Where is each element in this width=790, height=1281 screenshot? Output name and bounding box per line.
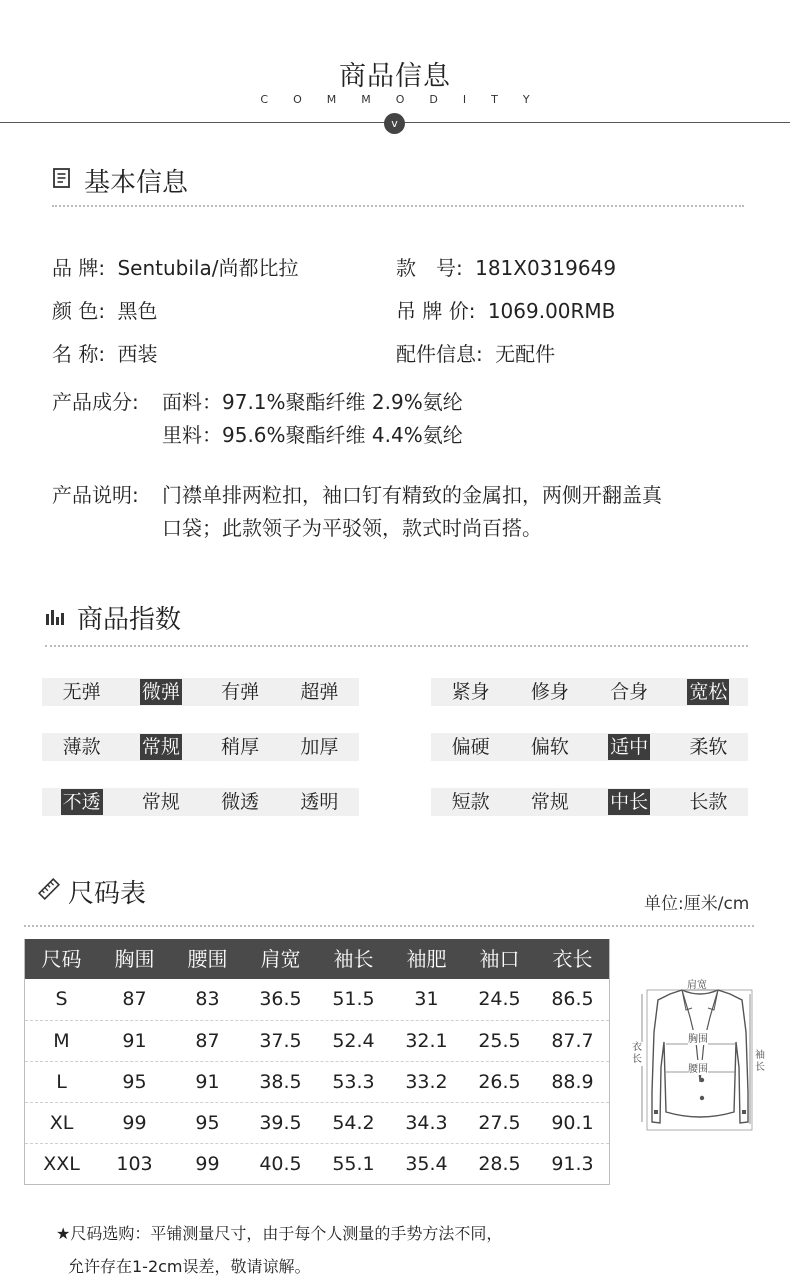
table-header-cell: 袖口 (479, 947, 520, 971)
color-label: 颜 色: (52, 299, 106, 323)
index-option-label: 紧身 (451, 681, 490, 703)
size-table (24, 939, 610, 1185)
index-option (280, 733, 359, 761)
table-cell: 40.5 (259, 1153, 302, 1175)
brand-row (52, 252, 298, 281)
style-row (396, 252, 616, 281)
table-row (25, 1061, 609, 1102)
description-label: 产品说明: (52, 483, 139, 507)
index-option-label: 透明 (300, 791, 339, 813)
style-value: 181X0319649 (475, 256, 617, 280)
section-divider (52, 205, 744, 207)
index-option-selected (590, 733, 669, 761)
table-cell: 25.5 (478, 1030, 521, 1052)
name-value: 西装 (117, 342, 158, 366)
index-option (280, 678, 359, 706)
waist-label: 腰围 (688, 1060, 708, 1075)
table-cell: 32.1 (405, 1030, 448, 1052)
chevron-down-icon: v (384, 113, 405, 134)
index-row (431, 678, 748, 706)
table-cell: 52.4 (332, 1030, 375, 1052)
index-option (669, 733, 748, 761)
index-option-selected (121, 678, 200, 706)
brand-value: Sentubila/尚都比拉 (117, 256, 299, 280)
table-cell: 91 (195, 1071, 220, 1093)
table-cell: 28.5 (478, 1153, 521, 1175)
index-option-label: 加厚 (300, 736, 339, 758)
table-cell: 38.5 (259, 1071, 302, 1093)
index-option-selected (669, 678, 748, 706)
index-option (510, 788, 589, 816)
price-label: 吊 牌 价: (396, 299, 476, 323)
table-cell: L (56, 1071, 67, 1093)
table-cell: 26.5 (478, 1071, 521, 1093)
table-cell: 33.2 (405, 1071, 448, 1093)
table-row (25, 1020, 609, 1061)
table-cell: 91 (122, 1030, 147, 1052)
index-row (42, 788, 359, 816)
table-cell: 90.1 (551, 1112, 594, 1134)
index-option (201, 678, 280, 706)
table-cell: 95 (122, 1071, 147, 1093)
size-heading (38, 873, 146, 910)
table-cell: S (55, 988, 68, 1010)
table-cell: 103 (116, 1153, 153, 1175)
table-header-cell: 尺码 (41, 947, 82, 971)
size-note-line-2: 允许存在1-2cm误差，敬请谅解。 (68, 1257, 311, 1276)
price-value: 1069.00RMB (487, 299, 616, 323)
page-subtitle: COMMODITY (260, 93, 555, 106)
index-option-label: 薄款 (62, 736, 101, 758)
brand-label: 品 牌: (52, 256, 106, 280)
table-cell: 34.3 (405, 1112, 448, 1134)
table-cell: 91.3 (551, 1153, 594, 1175)
table-header-cell: 胸围 (114, 947, 155, 971)
index-option (42, 678, 121, 706)
table-cell: 99 (195, 1153, 220, 1175)
index-option-label: 常规 (141, 791, 180, 813)
table-header-cell: 腰围 (187, 947, 228, 971)
table-row (25, 1143, 609, 1184)
index-option-label: 偏软 (530, 736, 569, 758)
style-label: 款 号: (396, 256, 463, 280)
table-cell: 55.1 (332, 1153, 375, 1175)
index-row (431, 788, 748, 816)
index-option-label: 稍厚 (221, 736, 260, 758)
index-option (590, 678, 669, 706)
sleeve-label: 袖长 (755, 1050, 765, 1073)
chest-label: 胸围 (688, 1030, 708, 1045)
accessory-value: 无配件 (495, 342, 556, 366)
index-option (431, 678, 510, 706)
table-header-cell: 袖长 (333, 947, 374, 971)
index-row (431, 733, 748, 761)
size-title: 尺码表 (68, 879, 147, 909)
table-cell: 53.3 (332, 1071, 375, 1093)
index-option-label: 适中 (610, 736, 649, 758)
table-header-cell: 袖肥 (406, 947, 447, 971)
name-label: 名 称: (52, 342, 106, 366)
table-cell: 54.2 (332, 1112, 375, 1134)
index-heading (45, 599, 181, 636)
index-option (280, 788, 359, 816)
index-option (510, 733, 589, 761)
index-option-label: 中长 (610, 791, 649, 813)
section-divider (45, 645, 748, 647)
index-title: 商品指数 (77, 605, 182, 635)
table-header-row (25, 939, 609, 979)
accessory-row (396, 338, 555, 367)
ruler-icon (38, 877, 60, 907)
table-cell: 87.7 (551, 1030, 594, 1052)
color-row (52, 295, 157, 324)
document-icon (52, 166, 72, 196)
composition-label: 产品成分: (52, 390, 139, 414)
index-right-group (431, 678, 748, 843)
table-cell: 86.5 (551, 988, 594, 1010)
description-line-1: 门襟单排两粒扣，袖口钉有精致的金属扣，两侧开翻盖真 (162, 483, 662, 507)
table-cell: 27.5 (478, 1112, 521, 1134)
table-cell: 99 (122, 1112, 147, 1134)
index-option-label: 短款 (451, 791, 490, 813)
table-row (25, 979, 609, 1020)
table-cell: 95 (195, 1112, 220, 1134)
index-option-label: 长款 (689, 791, 728, 813)
table-cell: XXL (43, 1153, 80, 1175)
index-option (201, 788, 280, 816)
unit-label: 单位:厘米/cm (644, 894, 750, 914)
index-option (431, 733, 510, 761)
index-option-label: 宽松 (689, 681, 728, 703)
name-row (52, 338, 157, 367)
table-cell: 37.5 (259, 1030, 302, 1052)
index-option-label: 常规 (530, 791, 569, 813)
color-value: 黑色 (117, 299, 158, 323)
table-cell: 87 (122, 988, 147, 1010)
index-row (42, 678, 359, 706)
index-option-label: 修身 (530, 681, 569, 703)
index-option-label: 有弹 (221, 681, 260, 703)
table-cell: 87 (195, 1030, 220, 1052)
composition-line-2: 里料：95.6%聚酯纤维 4.4%氨纶 (162, 423, 463, 447)
index-option-label: 偏硬 (451, 736, 490, 758)
index-option-label: 微透 (221, 791, 260, 813)
size-note-line-1: ★尺码选购：平铺测量尺寸，由于每个人测量的手势方法不同， (56, 1224, 503, 1243)
bar-chart-icon (45, 603, 65, 633)
index-option-label: 无弹 (62, 681, 101, 703)
accessory-label: 配件信息: (396, 342, 483, 366)
index-option (121, 788, 200, 816)
index-option (669, 788, 748, 816)
index-option-label: 柔软 (689, 736, 728, 758)
index-option-label: 超弹 (300, 681, 339, 703)
table-cell: 36.5 (259, 988, 302, 1010)
section-divider (24, 925, 754, 927)
index-option-selected (42, 788, 121, 816)
index-option-selected (121, 733, 200, 761)
table-cell: 24.5 (478, 988, 521, 1010)
table-cell: 83 (195, 988, 220, 1010)
shoulder-label: 肩宽 (687, 980, 707, 991)
table-row (25, 1102, 609, 1143)
index-option-label: 常规 (141, 736, 180, 758)
table-cell: 88.9 (551, 1071, 594, 1093)
index-left-group (42, 678, 359, 843)
table-cell: 39.5 (259, 1112, 302, 1134)
table-header-cell: 肩宽 (260, 947, 301, 971)
jacket-illustration-icon (630, 972, 770, 1134)
index-option (201, 733, 280, 761)
table-header-cell: 衣长 (552, 947, 593, 971)
composition-line-1: 面料：97.1%聚酯纤维 2.9%氨纶 (162, 390, 463, 414)
table-cell: XL (49, 1112, 74, 1134)
price-row (396, 295, 615, 324)
basic-info-heading (52, 162, 188, 199)
basic-info-title: 基本信息 (84, 168, 189, 198)
index-option-label: 微弹 (141, 681, 180, 703)
index-option (431, 788, 510, 816)
description-line-2: 口袋；此款领子为平驳领，款式时尚百搭。 (162, 516, 542, 540)
table-cell: 51.5 (332, 988, 375, 1010)
index-row (42, 733, 359, 761)
index-option-label: 不透 (62, 791, 101, 813)
length-label: 衣长 (632, 1042, 642, 1065)
table-cell: 31 (414, 988, 439, 1010)
table-cell: 35.4 (405, 1153, 448, 1175)
index-option-selected (590, 788, 669, 816)
index-option-label: 合身 (610, 681, 649, 703)
jacket-diagram (630, 972, 770, 1134)
table-cell: M (53, 1030, 70, 1052)
index-option (42, 733, 121, 761)
page-title: 商品信息 (339, 61, 451, 92)
index-option (510, 678, 589, 706)
